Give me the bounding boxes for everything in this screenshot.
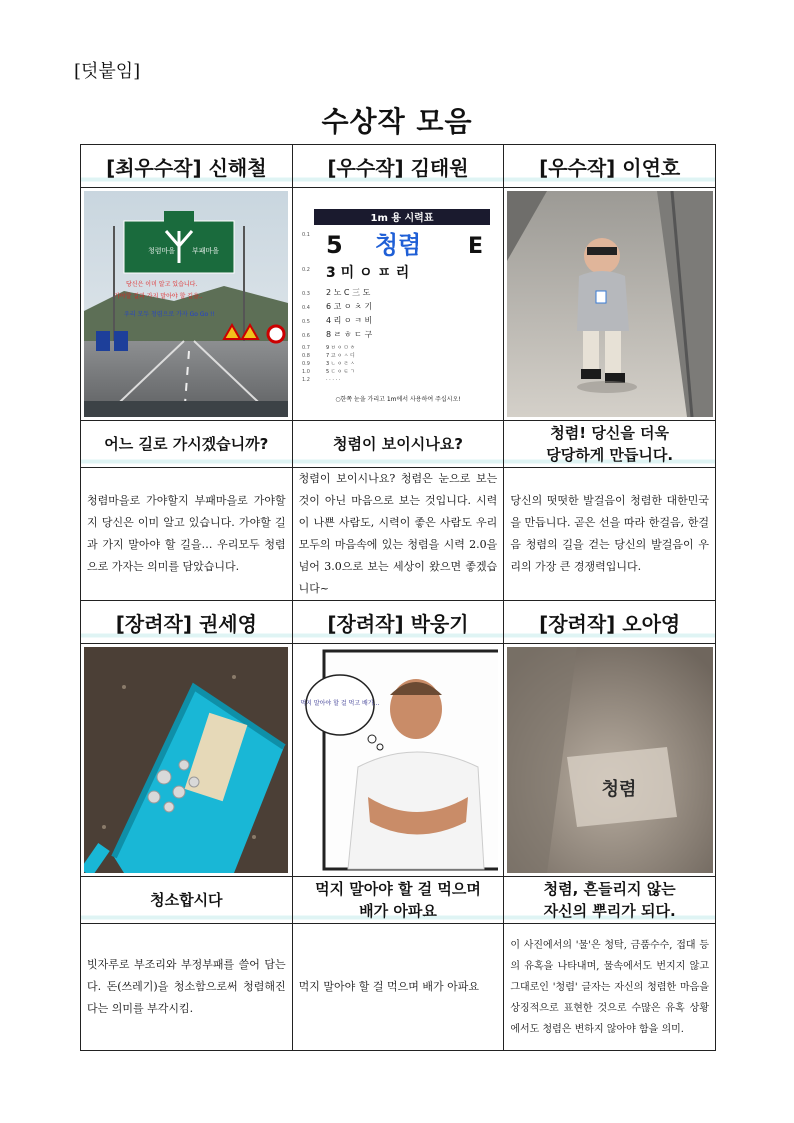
award-header: [우수작] 이연호 (504, 145, 716, 188)
road-line-3: 우리 모두 청렴으로 가자 Go Go !! (124, 311, 216, 318)
water-photo-cell (504, 644, 716, 877)
svg-text:0.7: 0.7 (301, 345, 310, 351)
award-description: 먹지 말아야 할 걸 먹으며 배가 아파요 (292, 924, 504, 1051)
eye-chart-cell (292, 188, 504, 421)
page-title: 수상작 모음 (321, 105, 473, 138)
award-description: 청렴이 보이시나요? 청렴은 눈으로 보는 것이 아닌 마음으로 보는 것입니다. 시력이 나쁜 사람도, 시력이 좋은 사람도 우리 모두의 마음속에 있는 청렴을 시력 2.0을 넘어 3.0으로 보는 세상이 왔으면 좋겠습니다~ (292, 468, 504, 601)
sick-man-photo (298, 647, 498, 873)
award-caption (504, 877, 716, 924)
sign-left-text: 청렴마을 (148, 247, 176, 255)
road-line-2: 가야할 길과 가지 말아야 할 길을.. (114, 293, 204, 300)
award-caption-text: 어느 길로 가시겠습니까? (104, 435, 269, 453)
award-caption-text: 먹지 말아야 할 걸 먹으며 배가 아파요 (315, 880, 481, 920)
hallway-photo (507, 191, 713, 417)
svg-text:0.2: 0.2 (301, 267, 310, 273)
svg-text:1.0: 1.0 (301, 369, 310, 375)
award-caption (81, 877, 293, 924)
award-header: [장려작] 오아영 (504, 601, 716, 644)
award-caption-text: 청렴, 흔들리지 않는 자신의 뿌리가 되다. (543, 880, 676, 920)
award-header: [우수작] 김태원 (292, 145, 504, 188)
award-caption (292, 421, 504, 468)
award-header: [장려작] 권세영 (81, 601, 293, 644)
award-caption-text: 청렴이 보이시나요? (333, 435, 463, 453)
award-description: 청렴마을로 가야할지 부패마을로 가야할지 당신은 이미 알고 있습니다. 가야할 길과 가지 말아야 할 길을… 우리모두 청렴으로 가자는 의미를 담았습니다. (81, 468, 293, 601)
svg-text:4 리 ㅇ ㅋ 비: 4 리 ㅇ ㅋ 비 (325, 316, 373, 325)
thought-bubble-text: 먹지 말아야 할 걸 먹고 배가… (300, 700, 380, 707)
svg-text:0.6: 0.6 (301, 333, 310, 339)
dustpan-photo-cell (81, 644, 293, 877)
award-caption-text: 청소합시다 (150, 891, 223, 909)
svg-text:E: E (467, 234, 484, 259)
water-photo (507, 647, 713, 873)
road-line-1: 당신은 이미 알고 있습니다. (126, 281, 198, 288)
svg-text:0.3: 0.3 (301, 291, 310, 297)
road-photo-cell (81, 188, 293, 421)
award-header: [최우수작] 신해철 (81, 145, 293, 188)
award-caption (504, 421, 716, 468)
award-description: 이 사진에서의 '물'은 청탁, 금품수수, 접대 등의 유혹을 나타내며, 물속에서도 번지지 않고 그대로인 '청렴' 글자는 자신의 청렴한 마음을 상징적으로 표현한 것으로 수많은 유혹 상황에서도 청렴은 변하지 않아야 함을 의미. (504, 924, 716, 1051)
svg-text:2 노 C 三 도: 2 노 C 三 도 (325, 288, 371, 297)
svg-text:0.4: 0.4 (301, 305, 310, 311)
award-table (80, 144, 716, 1051)
award-description: 당신의 떳떳한 발걸음이 청렴한 대한민국을 만듭니다. 곧은 선을 따라 한걸음, 한걸음 청렴의 길을 걷는 당신의 발걸음이 우리의 가장 큰 경쟁력입니다. (504, 468, 716, 601)
svg-text:0.5: 0.5 (301, 319, 310, 325)
water-word: 청렴 (601, 779, 637, 800)
svg-text:0.9: 0.9 (301, 361, 310, 367)
eye-chart-word: 청렴 (374, 231, 422, 259)
award-caption-text: 청렴! 당신을 더욱 당당하게 만듭니다. (546, 424, 674, 464)
svg-text:3 ㄴ ㅇ ㄹ ㅅ: 3 ㄴ ㅇ ㄹ ㅅ (325, 361, 355, 367)
svg-text:· · · · ·: · · · · · (325, 377, 341, 383)
road-photo (84, 191, 288, 417)
sign-right-text: 부패마을 (192, 247, 220, 255)
award-caption (292, 877, 504, 924)
svg-text:1.2: 1.2 (301, 377, 310, 383)
svg-text:3 미 ㅇ ㅍ 리: 3 미 ㅇ ㅍ 리 (325, 265, 410, 281)
svg-text:5 ㄷ ㅇ ㅌ ㄱ: 5 ㄷ ㅇ ㅌ ㄱ (325, 369, 355, 375)
award-description: 빗자루로 부조리와 부정부패를 쓸어 담는다. 돈(쓰레기)을 청소함으로써 청렴해진다는 의미를 부각시킴. (81, 924, 293, 1051)
svg-text:0.8: 0.8 (301, 353, 310, 359)
svg-text:0.1: 0.1 (301, 232, 310, 238)
dustpan-photo (84, 647, 288, 873)
eye-chart-footer: ○한쪽 눈을 가리고 1m에서 사용하여 주십시오! (335, 396, 461, 403)
attachment-label: [덧붙임] (74, 61, 141, 82)
hallway-photo-cell (504, 188, 716, 421)
sick-man-photo-cell (292, 644, 504, 877)
svg-text:7 고 ㅇ ㅅ 디: 7 고 ㅇ ㅅ 디 (325, 353, 355, 359)
svg-text:8 ㄹ ㅎ ㄷ 구: 8 ㄹ ㅎ ㄷ 구 (325, 330, 373, 339)
eye-chart-heading: 1m 용 시력표 (370, 213, 434, 224)
svg-text:6 고 ㅇ ㅊ 기: 6 고 ㅇ ㅊ 기 (325, 302, 373, 311)
eye-chart-image (298, 191, 498, 417)
svg-text:5: 5 (325, 231, 343, 259)
award-header: [장려작] 박웅기 (292, 601, 504, 644)
svg-text:9 ㅂ ㅇ ㅁ ㅎ: 9 ㅂ ㅇ ㅁ ㅎ (325, 345, 355, 351)
award-caption (81, 421, 293, 468)
